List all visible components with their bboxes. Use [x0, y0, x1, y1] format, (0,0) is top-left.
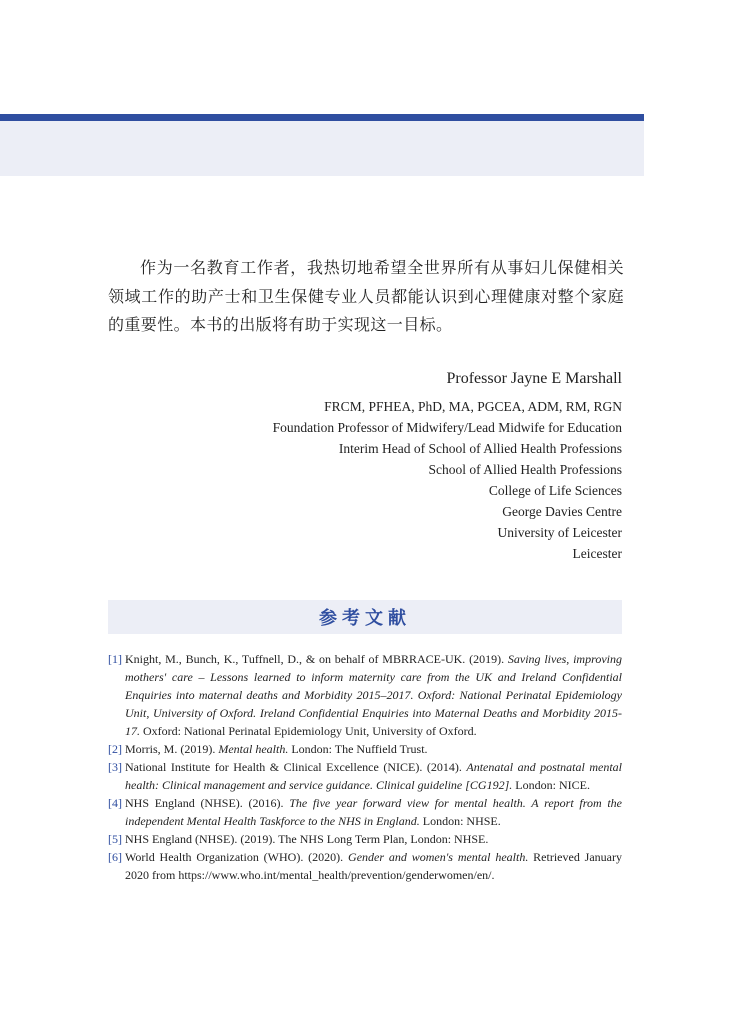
reference-item — [108, 758, 622, 794]
reference-title: Gender and women's mental health. — [348, 850, 529, 864]
reference-authors: World Health Organization (WHO). (2020). — [125, 850, 349, 864]
signature-role: Interim Head of School of Allied Health Professions — [338, 441, 622, 456]
reference-authors: NHS England (NHSE). (2016). — [125, 796, 290, 810]
signature-school: School of Allied Health Professions — [428, 462, 622, 477]
reference-publisher: London: NICE. — [512, 778, 590, 792]
signature-title: Foundation Professor of Midwifery/Lead Midwife for Education — [272, 420, 622, 435]
reference-title: Saving lives, improving mothers' care – Lessons learned to inform maternity care from the UK and Ireland Confidential Enquiries into maternal deaths and Morbidity 2015–2017. Oxford: National Perinatal Epidemiology Unit, University of Oxford. Ireland Confidential Enquiries into Maternal Deaths and Morbidity 2015-17. — [125, 652, 622, 738]
signature-city: Leicester — [572, 546, 622, 561]
reference-number: [6] — [108, 850, 122, 864]
reference-item — [108, 830, 622, 848]
reference-publisher: London: The Nuffield Trust. — [288, 742, 428, 756]
reference-publisher: Oxford: National Perinatal Epidemiology Unit, University of Oxford. — [140, 724, 477, 738]
intro-paragraph: 作为一名教育工作者，我热切地希望全世界所有从事妇儿保健相关领域工作的助产士和卫生保健专业人员都能认识到心理健康对整个家庭的重要性。本书的出版将有助于实现这一目标。 — [108, 258, 624, 334]
reference-list — [108, 650, 622, 884]
reference-authors: National Institute for Health & Clinical Excellence (NICE). (2014). — [125, 760, 467, 774]
reference-number: [1] — [108, 652, 122, 666]
reference-authors: NHS England (NHSE). (2019). The NHS Long Term Plan, London: NHSE. — [125, 832, 489, 846]
reference-authors: Knight, M., Bunch, K., Tuffnell, D., & on behalf of MBRRACE-UK. (2019). — [125, 652, 508, 666]
signature-university: University of Leicester — [497, 525, 622, 540]
reference-authors: Morris, M. (2019). — [125, 742, 219, 756]
reference-item — [108, 794, 622, 830]
reference-publisher: London: NHSE. — [419, 814, 501, 828]
reference-number: [4] — [108, 796, 122, 810]
references-heading: 参考文献 — [319, 608, 411, 629]
reference-number: [5] — [108, 832, 122, 846]
reference-number: [3] — [108, 760, 122, 774]
signature-name: Professor Jayne E Marshall — [446, 370, 622, 387]
signature-college: College of Life Sciences — [488, 483, 622, 498]
reference-title: Antenatal and postnatal mental health: Clinical management and service guidance. Clinical guideline [CG192]. — [125, 760, 622, 792]
reference-item — [108, 650, 622, 740]
references-heading-bar — [108, 600, 622, 634]
reference-number: [2] — [108, 742, 122, 756]
header-rule — [0, 114, 644, 121]
signature-building: George Davies Centre — [502, 504, 622, 519]
reference-title: The five year forward view for mental health. A report from the independent Mental Health Taskforce to the NHS in England. — [125, 796, 622, 828]
reference-title: Mental health. — [218, 742, 289, 756]
reference-publisher: Retrieved January 2020 from https://www.who.int/mental_health/prevention/genderwomen/en/. — [125, 850, 623, 882]
signature-credentials: FRCM, PFHEA, PhD, MA, PGCEA, ADM, RM, RGN — [324, 399, 622, 414]
reference-item — [108, 848, 622, 884]
header-band — [0, 114, 644, 176]
signature-block — [273, 367, 622, 564]
reference-item — [108, 740, 622, 758]
